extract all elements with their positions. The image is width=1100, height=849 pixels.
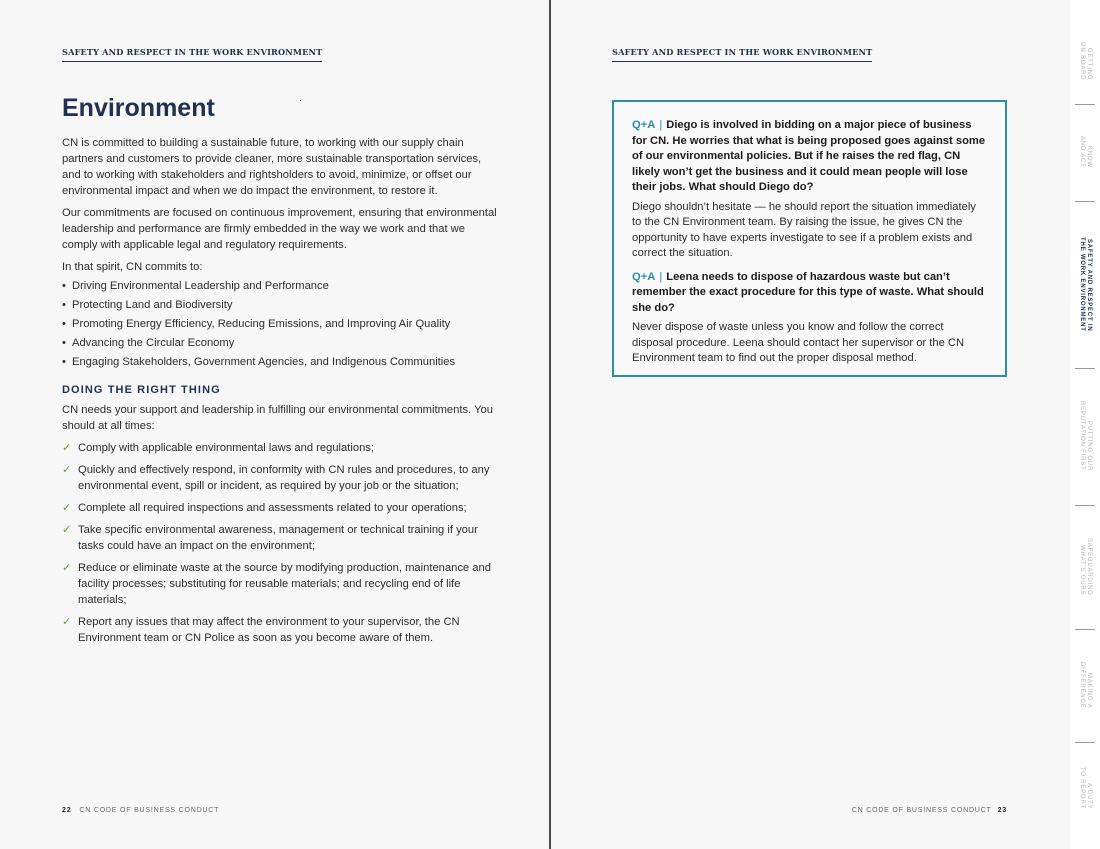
list-item: [62, 522, 502, 554]
intro-paragraph: Our commitments are focused on continuous improvement, ensuring that environmental leadership and performance are firmly embedded in the way we work and that we comply with applicable legal and regulatory requirements.: [62, 207, 497, 251]
tab-divider: [1075, 742, 1095, 743]
left-page: [0, 0, 549, 849]
list-item: [62, 614, 502, 646]
qa-tag: Q+A: [632, 270, 656, 283]
section-header: SAFETY AND RESPECT IN THE WORK ENVIRONMENT: [612, 47, 872, 62]
tab-safety-and-respect[interactable]: [1070, 203, 1100, 365]
subheading-intro: CN needs your support and leadership in fulfilling our environmental commitments. You should at all times:: [62, 404, 493, 432]
tab-label: GETTING ON BOARD: [1079, 41, 1092, 81]
tab-divider: [1075, 201, 1095, 202]
tab-divider: [1075, 629, 1095, 630]
qa-box: [612, 100, 1007, 377]
page-title: Environment: [62, 94, 215, 122]
list-item: [62, 440, 502, 456]
page-number: 22: [62, 807, 72, 814]
page-number: 23: [997, 807, 1007, 814]
list-item: • Promoting Energy Efficiency, Reducing Emissions, and Improving Air Quality: [62, 315, 502, 334]
qa-question: [632, 118, 987, 196]
checkmark-icon: ✓: [62, 502, 72, 514]
qa-tag: Q+A: [632, 119, 656, 131]
checkmark-icon: ✓: [62, 616, 72, 628]
section-tabs-sidebar: [1070, 0, 1100, 849]
checkmark-icon: ✓: [62, 524, 72, 536]
tab-divider: [1075, 104, 1095, 105]
tab-making-a-difference[interactable]: [1070, 631, 1100, 739]
checklist: [62, 440, 502, 646]
qa-answer: Diego shouldn’t hesitate — he should report the situation immediately to the CN Environment team. By raising the issue, he gives CN the opportunity to have experts investigate to see if a problem exists and correct the situation.: [632, 200, 976, 259]
list-item: [62, 462, 502, 494]
section-header: SAFETY AND RESPECT IN THE WORK ENVIRONMENT: [62, 47, 322, 62]
tab-know-and-act[interactable]: [1070, 106, 1100, 198]
qa-separator: |: [659, 270, 663, 283]
tab-label: SAFEGUARDING WHAT’S OURS: [1079, 538, 1092, 596]
page-footer: [852, 807, 1007, 814]
right-page: [551, 0, 1070, 849]
footer-label: CN CODE OF BUSINESS CONDUCT: [851, 807, 992, 814]
tab-label: KNOW AND ACT: [1079, 136, 1092, 168]
qa-question: [632, 270, 987, 317]
list-item: • Driving Environmental Leadership and Performance: [62, 277, 502, 296]
tab-a-duty-to-report[interactable]: [1070, 744, 1100, 832]
question-text: Leena needs to dispose of hazardous waste but can’t remember the exact procedure for this type of waste. What should she do?: [632, 270, 984, 314]
tab-getting-on-board[interactable]: [1070, 20, 1100, 102]
intro-paragraph: In that spirit, CN commits to:: [62, 261, 203, 273]
subheading: DOING THE RIGHT THING: [62, 384, 221, 396]
checkmark-icon: ✓: [62, 442, 72, 454]
checklist-text: Comply with applicable environmental laws and regulations;: [78, 442, 375, 454]
footer-label: CN CODE OF BUSINESS CONDUCT: [79, 807, 220, 814]
checklist-text: Reduce or eliminate waste at the source by modifying production, maintenance and facility processes; substituting for reusable materials; and recycling end of life materials;: [78, 562, 491, 606]
body-column: [62, 135, 502, 652]
tab-label: A DUTY TO REPORT: [1079, 767, 1092, 809]
checklist-text: Take specific environmental awareness, management or technical training if your tasks could have an impact on the environment;: [78, 524, 478, 552]
intro-paragraph: CN is committed to building a sustainable future, to working with our supply chain partners and customers to provide cleaner, more sustainable transportation services, and to working with stakeholders and rightsholders to avoid, minimize, or offset our environmental impact and when we do impact the environment, to restore it.: [62, 137, 482, 197]
tab-divider: [1075, 505, 1095, 506]
tab-label: MAKING A DIFFERENCE: [1079, 661, 1092, 709]
checklist-text: Complete all required inspections and assessments related to your operations;: [78, 502, 467, 514]
list-item: • Engaging Stakeholders, Government Agencies, and Indigenous Communities: [62, 353, 502, 372]
tab-label: PUTTING OUR REPUTATION FIRST: [1079, 401, 1092, 471]
checklist-text: Quickly and effectively respond, in conformity with CN rules and procedures, to any environmental event, spill or incident, as required by your job or the situation;: [78, 464, 490, 492]
tab-label: SAFETY AND RESPECT IN THE WORK ENVIRONMENT: [1079, 236, 1092, 332]
commitments-list: [62, 277, 502, 372]
list-item: • Protecting Land and Biodiversity: [62, 296, 502, 315]
qa-separator: |: [659, 119, 663, 131]
list-item: • Advancing the Circular Economy: [62, 334, 502, 353]
list-item: [62, 560, 502, 608]
tab-putting-our-reputation-first[interactable]: [1070, 370, 1100, 502]
page-footer: [62, 807, 219, 814]
stray-dot: [300, 100, 301, 101]
tab-safeguarding-whats-ours[interactable]: [1070, 507, 1100, 627]
qa-answer: Never dispose of waste unless you know and follow the correct disposal procedure. Leena should contact her supervisor or the CN Environment team to find out the proper disposal method.: [632, 321, 965, 364]
question-text: Diego is involved in bidding on a major piece of business for CN. He worries that what is being proposed goes against some of our environmental policies. But if he raises the red flag, CN likely won’t get the business and it could mean people will lose their jobs. What should Diego do?: [632, 119, 986, 193]
list-item: [62, 500, 502, 516]
checkmark-icon: ✓: [62, 464, 72, 476]
tab-divider: [1075, 368, 1095, 369]
checklist-text: Report any issues that may affect the environment to your supervisor, the CN Environment team or CN Police as soon as you become aware of them.: [78, 616, 460, 644]
checkmark-icon: ✓: [62, 562, 72, 574]
